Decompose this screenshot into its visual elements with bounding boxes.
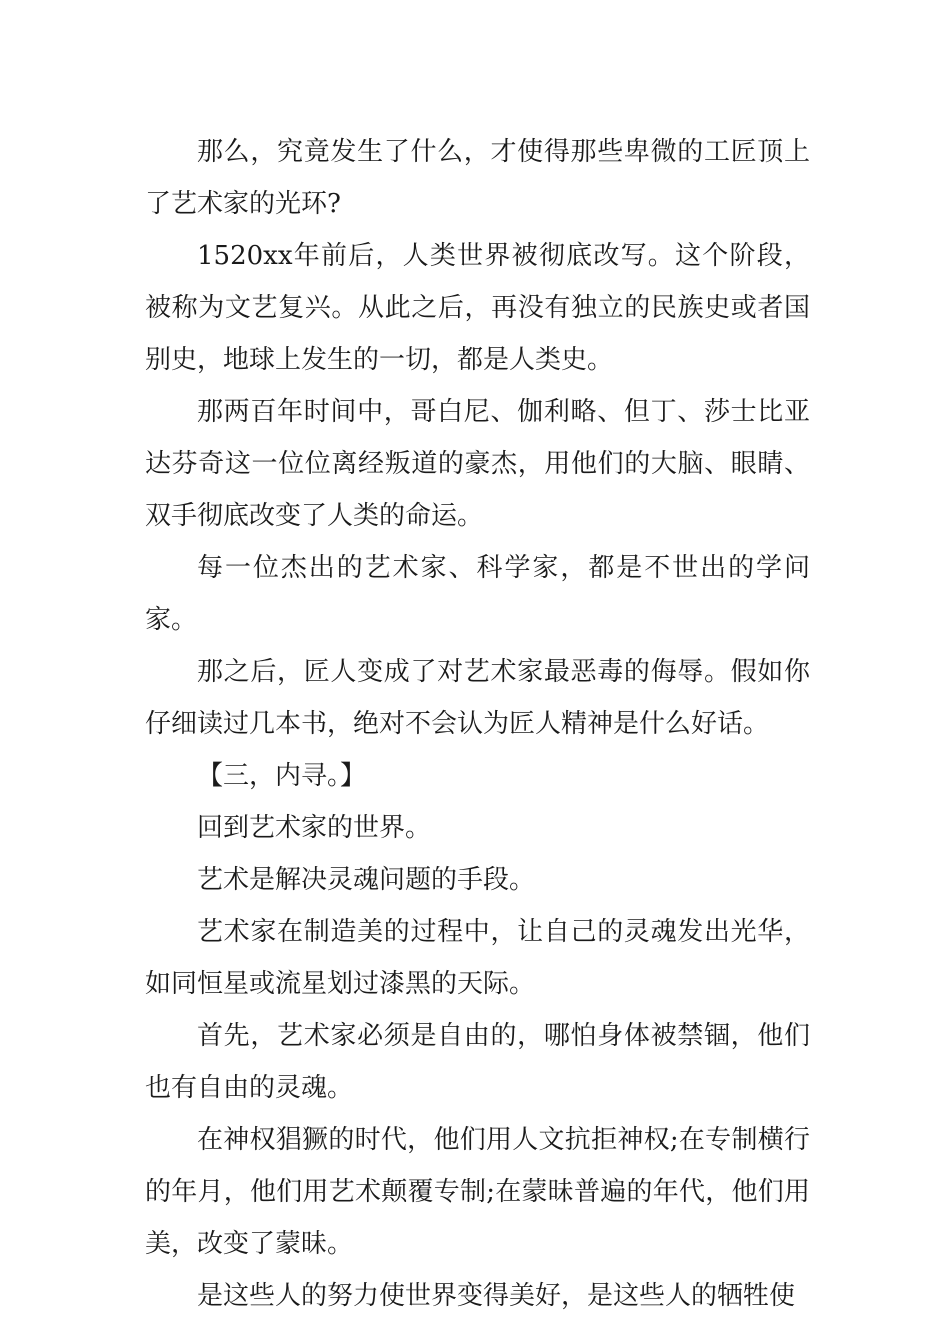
paragraph: 那之后，匠人变成了对艺术家最恶毒的侮辱。假如你仔细读过几本书，绝对不会认为匠人精神是什么好话。	[145, 657, 810, 739]
paragraph: 回到艺术家的世界。	[197, 813, 432, 843]
paragraph: 那么，究竟发生了什么，才使得那些卑微的工匠顶上了艺术家的光环?	[145, 137, 810, 219]
paragraph: 在神权猖獗的时代，他们用人文抗拒神权;在专制横行的年月，他们用艺术颠覆专制;在蒙昧普遍的年代，他们用美，改变了蒙昧。	[145, 1125, 810, 1259]
paragraph: 艺术家在制造美的过程中，让自己的灵魂发出光华，如同恒星或流星划过漆黑的天际。	[145, 917, 810, 999]
paragraph: 那两百年时间中，哥白尼、伽利略、但丁、莎士比亚达芬奇这一位位离经叛道的豪杰，用他们的大脑、眼睛、双手彻底改变了人类的命运。	[145, 397, 810, 531]
paragraph: 首先，艺术家必须是自由的，哪怕身体被禁锢，他们也有自由的灵魂。	[145, 1021, 810, 1103]
paragraph: 是这些人的努力使世界变得美好，是这些人的牺牲使	[197, 1281, 796, 1311]
paragraph: 每一位杰出的艺术家、科学家，都是不世出的学问家。	[145, 553, 810, 635]
paragraph: 艺术是解决灵魂问题的手段。	[197, 865, 536, 895]
section-heading: 【三，内寻。】	[197, 761, 367, 791]
document-body	[145, 126, 810, 1322]
paragraph: 1520xx年前后，人类世界被彻底改写。这个阶段，被称为文艺复兴。从此之后，再没有独立的民族史或者国别史，地球上发生的一切，都是人类史。	[145, 241, 810, 375]
